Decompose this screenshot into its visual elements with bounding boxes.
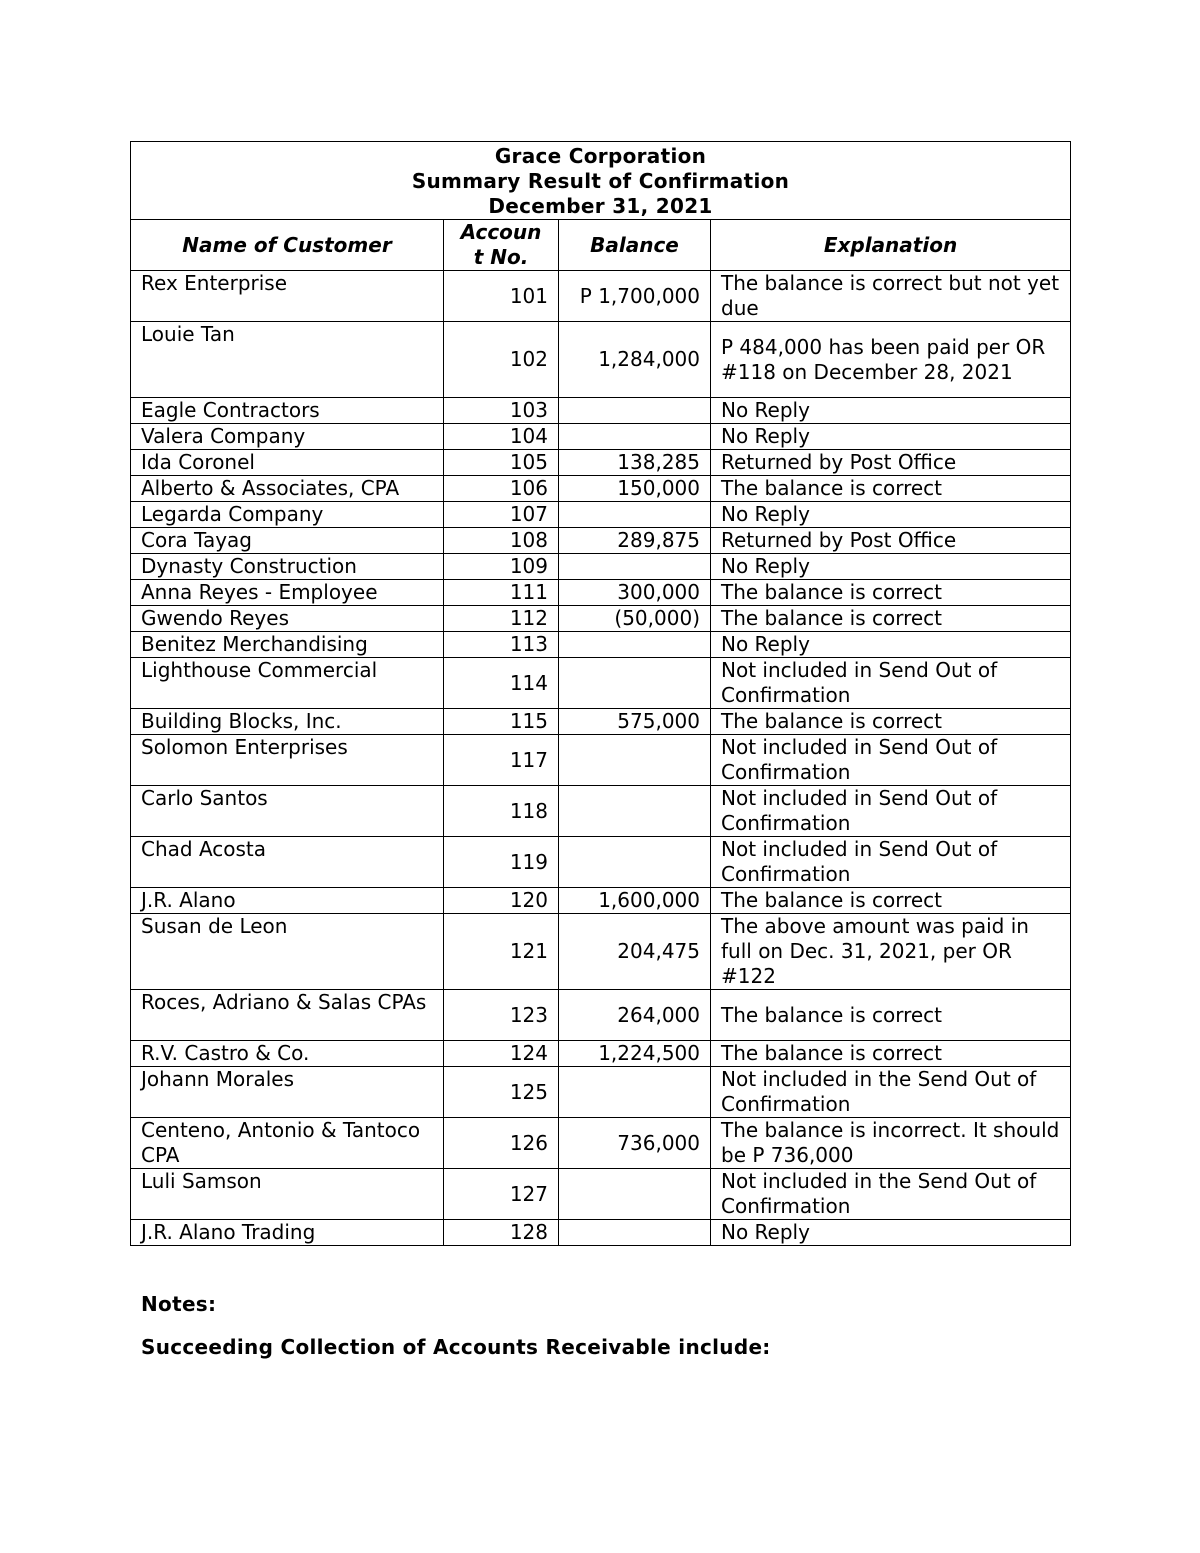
customer-name-cell: Alberto & Associates, CPA xyxy=(131,476,444,502)
table-row xyxy=(131,450,1071,476)
account-number-cell: 120 xyxy=(444,888,559,914)
table-row xyxy=(131,1041,1071,1067)
customer-name-cell: Lighthouse Commercial xyxy=(131,658,444,709)
customer-name-cell: Dynasty Construction xyxy=(131,554,444,580)
customer-name-cell: Johann Morales xyxy=(131,1067,444,1118)
balance-cell xyxy=(559,502,711,528)
table-title xyxy=(131,142,1071,220)
account-number-cell: 102 xyxy=(444,322,559,398)
account-number-cell: 107 xyxy=(444,502,559,528)
explanation-cell: No Reply xyxy=(711,502,1071,528)
table-row xyxy=(131,476,1071,502)
table-row xyxy=(131,424,1071,450)
balance-cell xyxy=(559,786,711,837)
explanation-cell: P 484,000 has been paid per OR #118 on December 28, 2021 xyxy=(711,322,1071,398)
account-number-cell: 112 xyxy=(444,606,559,632)
account-number-cell: 115 xyxy=(444,709,559,735)
balance-cell: (50,000) xyxy=(559,606,711,632)
account-number-cell: 108 xyxy=(444,528,559,554)
table-row xyxy=(131,528,1071,554)
explanation-cell: No Reply xyxy=(711,398,1071,424)
notes-label: Notes: xyxy=(141,1292,217,1316)
column-header-account xyxy=(444,220,559,271)
account-number-cell: 118 xyxy=(444,786,559,837)
account-number-cell: 104 xyxy=(444,424,559,450)
balance-cell xyxy=(559,735,711,786)
balance-cell xyxy=(559,424,711,450)
account-number-cell: 126 xyxy=(444,1118,559,1169)
balance-cell: 736,000 xyxy=(559,1118,711,1169)
customer-name-cell: Luli Samson xyxy=(131,1169,444,1220)
balance-cell: 1,224,500 xyxy=(559,1041,711,1067)
explanation-cell: Not included in Send Out of Confirmation xyxy=(711,658,1071,709)
explanation-cell: The balance is correct xyxy=(711,476,1071,502)
table-row xyxy=(131,888,1071,914)
balance-cell: 300,000 xyxy=(559,580,711,606)
explanation-cell: Returned by Post Office xyxy=(711,528,1071,554)
customer-name-cell: Gwendo Reyes xyxy=(131,606,444,632)
company-name: Grace Corporation xyxy=(494,144,707,168)
account-number-cell: 101 xyxy=(444,271,559,322)
table-row xyxy=(131,322,1071,398)
account-number-cell: 103 xyxy=(444,398,559,424)
explanation-cell: The balance is correct xyxy=(711,888,1071,914)
explanation-cell: No Reply xyxy=(711,424,1071,450)
explanation-cell: The above amount was paid in full on Dec. 31, 2021, per OR #122 xyxy=(711,914,1071,990)
account-number-cell: 109 xyxy=(444,554,559,580)
notes-text: Succeeding Collection of Accounts Receivable include: xyxy=(141,1335,771,1359)
explanation-cell: No Reply xyxy=(711,1220,1071,1246)
explanation-cell: No Reply xyxy=(711,554,1071,580)
account-number-cell: 127 xyxy=(444,1169,559,1220)
explanation-cell: The balance is correct but not yet due xyxy=(711,271,1071,322)
table-row xyxy=(131,502,1071,528)
table-row xyxy=(131,580,1071,606)
explanation-cell: Not included in Send Out of Confirmation xyxy=(711,786,1071,837)
customer-name-cell: Roces, Adriano & Salas CPAs xyxy=(131,990,444,1041)
balance-cell: 1,284,000 xyxy=(559,322,711,398)
table-row xyxy=(131,786,1071,837)
customer-name-cell: J.R. Alano Trading xyxy=(131,1220,444,1246)
account-number-cell: 124 xyxy=(444,1041,559,1067)
account-number-cell: 119 xyxy=(444,837,559,888)
account-number-cell: 114 xyxy=(444,658,559,709)
account-number-cell: 111 xyxy=(444,580,559,606)
customer-name-cell: Solomon Enterprises xyxy=(131,735,444,786)
account-number-cell: 117 xyxy=(444,735,559,786)
balance-cell xyxy=(559,658,711,709)
column-header-account-line2: t No. xyxy=(473,245,529,269)
balance-cell: 1,600,000 xyxy=(559,888,711,914)
customer-name-cell: Cora Tayag xyxy=(131,528,444,554)
customer-name-cell: J.R. Alano xyxy=(131,888,444,914)
account-number-cell: 113 xyxy=(444,632,559,658)
balance-cell xyxy=(559,1169,711,1220)
table-row xyxy=(131,709,1071,735)
balance-cell xyxy=(559,1220,711,1246)
explanation-cell: The balance is incorrect. It should be P 736,000 xyxy=(711,1118,1071,1169)
table-title-row xyxy=(131,142,1071,220)
table-row xyxy=(131,271,1071,322)
table-row xyxy=(131,658,1071,709)
table-row xyxy=(131,632,1071,658)
account-number-cell: 125 xyxy=(444,1067,559,1118)
explanation-cell: The balance is correct xyxy=(711,709,1071,735)
column-header-explanation: Explanation xyxy=(711,220,1071,271)
customer-name-cell: R.V. Castro & Co. xyxy=(131,1041,444,1067)
table-row xyxy=(131,1118,1071,1169)
explanation-cell: Not included in the Send Out of Confirmation xyxy=(711,1067,1071,1118)
table-row xyxy=(131,398,1071,424)
account-number-cell: 106 xyxy=(444,476,559,502)
customer-name-cell: Valera Company xyxy=(131,424,444,450)
table-row xyxy=(131,1067,1071,1118)
column-header-account-line1: Accoun xyxy=(460,220,542,244)
table-row xyxy=(131,837,1071,888)
table-row xyxy=(131,554,1071,580)
explanation-cell: The balance is correct xyxy=(711,1041,1071,1067)
explanation-cell: Not included in Send Out of Confirmation xyxy=(711,837,1071,888)
explanation-cell: Not included in Send Out of Confirmation xyxy=(711,735,1071,786)
customer-name-cell: Louie Tan xyxy=(131,322,444,398)
customer-name-cell: Carlo Santos xyxy=(131,786,444,837)
balance-cell xyxy=(559,554,711,580)
account-number-cell: 123 xyxy=(444,990,559,1041)
balance-cell xyxy=(559,1067,711,1118)
customer-name-cell: Chad Acosta xyxy=(131,837,444,888)
explanation-cell: No Reply xyxy=(711,632,1071,658)
balance-cell: 150,000 xyxy=(559,476,711,502)
explanation-cell: The balance is correct xyxy=(711,606,1071,632)
column-header-name: Name of Customer xyxy=(131,220,444,271)
customer-name-cell: Legarda Company xyxy=(131,502,444,528)
balance-cell: P 1,700,000 xyxy=(559,271,711,322)
balance-cell xyxy=(559,398,711,424)
customer-name-cell: Ida Coronel xyxy=(131,450,444,476)
customer-name-cell: Rex Enterprise xyxy=(131,271,444,322)
balance-cell: 204,475 xyxy=(559,914,711,990)
balance-cell: 575,000 xyxy=(559,709,711,735)
account-number-cell: 128 xyxy=(444,1220,559,1246)
table-row xyxy=(131,1169,1071,1220)
confirmation-summary-table xyxy=(130,141,1071,1246)
explanation-cell: Returned by Post Office xyxy=(711,450,1071,476)
balance-cell xyxy=(559,632,711,658)
explanation-cell: Not included in the Send Out of Confirmation xyxy=(711,1169,1071,1220)
balance-cell xyxy=(559,837,711,888)
table-row xyxy=(131,735,1071,786)
customer-name-cell: Benitez Merchandising xyxy=(131,632,444,658)
customer-name-cell: Susan de Leon xyxy=(131,914,444,990)
table-row xyxy=(131,914,1071,990)
table-row xyxy=(131,606,1071,632)
balance-cell: 264,000 xyxy=(559,990,711,1041)
customer-name-cell: Centeno, Antonio & Tantoco CPA xyxy=(131,1118,444,1169)
account-number-cell: 121 xyxy=(444,914,559,990)
balance-cell: 289,875 xyxy=(559,528,711,554)
explanation-cell: The balance is correct xyxy=(711,580,1071,606)
report-date: December 31, 2021 xyxy=(488,194,713,218)
table-row xyxy=(131,1220,1071,1246)
customer-name-cell: Building Blocks, Inc. xyxy=(131,709,444,735)
balance-cell: 138,285 xyxy=(559,450,711,476)
report-title: Summary Result of Confirmation xyxy=(411,169,790,193)
customer-name-cell: Anna Reyes - Employee xyxy=(131,580,444,606)
explanation-cell: The balance is correct xyxy=(711,990,1071,1041)
account-number-cell: 105 xyxy=(444,450,559,476)
customer-name-cell: Eagle Contractors xyxy=(131,398,444,424)
table-row xyxy=(131,990,1071,1041)
column-header-balance: Balance xyxy=(559,220,711,271)
column-header-row xyxy=(131,220,1071,271)
